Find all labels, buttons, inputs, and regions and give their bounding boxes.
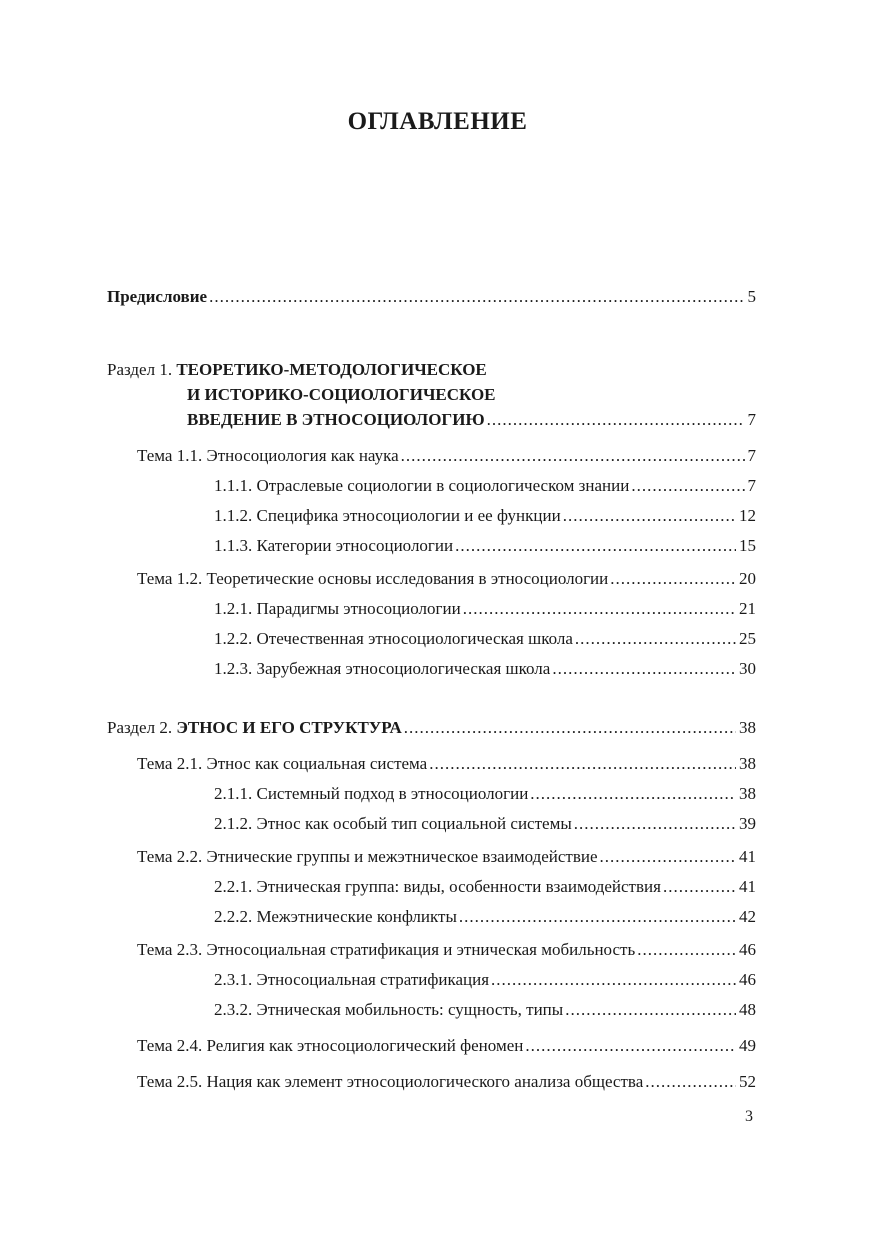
- toc-entry-page: 5: [747, 287, 756, 306]
- toc-entry-label: 1.1.1. Отраслевые социологии в социологическом знании: [214, 476, 630, 495]
- toc-entry-page: 38: [739, 754, 756, 773]
- toc-item-1-2-2[interactable]: [214, 628, 756, 650]
- dot-leader: [631, 475, 744, 497]
- dot-leader: [563, 505, 736, 527]
- page-title: ОГЛАВЛЕНИЕ: [347, 108, 528, 135]
- toc-entry-label: 1.2.1. Парадигмы этносоциологии: [214, 599, 461, 618]
- toc-entry-page: 30: [739, 659, 756, 678]
- toc-item-1-1-2[interactable]: [214, 505, 756, 527]
- toc-topic-1-2[interactable]: [137, 568, 756, 590]
- toc-entry-page: 38: [739, 784, 756, 803]
- toc-entry-page: 46: [739, 940, 756, 959]
- toc-entry-preface[interactable]: [107, 286, 756, 308]
- dot-leader: [637, 939, 736, 961]
- section-prefix-text: Раздел 2.: [107, 718, 173, 737]
- dot-leader: [209, 286, 744, 308]
- toc-entry-label: Предисловие: [107, 287, 208, 306]
- dot-leader: [574, 813, 736, 835]
- toc-topic-2-1[interactable]: [137, 753, 756, 775]
- toc-entry-label: 2.1.1. Системный подход в этносоциологии: [214, 784, 529, 803]
- dot-leader: [530, 783, 736, 805]
- dot-leader: [610, 568, 736, 590]
- dot-leader: [401, 445, 745, 467]
- toc-item-1-1-3[interactable]: [214, 535, 756, 557]
- dot-leader: [663, 876, 736, 898]
- toc-entry-label: 2.1.2. Этнос как особый тип социальной системы: [214, 814, 572, 833]
- dot-leader: [552, 658, 736, 680]
- dot-leader: [455, 535, 736, 557]
- toc-entry-page: 21: [739, 599, 756, 618]
- dot-leader: [565, 999, 736, 1021]
- section-1-title-last-line[interactable]: [187, 409, 756, 431]
- toc-entry-label: 1.1.2. Специфика этносоциологии и ее функции: [214, 506, 561, 525]
- toc-item-2-2-2[interactable]: [214, 906, 756, 928]
- toc-item-2-3-1[interactable]: [214, 969, 756, 991]
- toc-entry-label: Тема 2.1. Этнос как социальная система: [137, 754, 428, 773]
- toc-entry-page: 52: [739, 1072, 756, 1091]
- toc-entry-label: 1.1.3. Категории этносоциологии: [214, 536, 454, 555]
- toc-entry-label: 1.2.2. Отечественная этносоциологическая школа: [214, 629, 573, 648]
- toc-entry-label: 2.2.2. Межэтнические конфликты: [214, 907, 457, 926]
- toc-topic-2-3[interactable]: [137, 939, 756, 961]
- page-number: 3: [745, 1108, 753, 1125]
- toc-topic-1-1[interactable]: [137, 445, 756, 467]
- toc-entry-page: 20: [739, 569, 756, 588]
- toc-entry-label: 1.2.3. Зарубежная этносоциологическая школа: [214, 659, 551, 678]
- section-title-line-3: ВВЕДЕНИЕ В ЭТНОСОЦИОЛОГИЮ: [187, 410, 485, 429]
- toc-entry-page: 7: [747, 446, 756, 465]
- toc-entry-page: 48: [739, 1000, 756, 1019]
- toc-item-1-2-3[interactable]: [214, 658, 756, 680]
- toc-entry-label: 2.2.1. Этническая группа: виды, особенности взаимодействия: [214, 877, 661, 896]
- toc-item-2-1-1[interactable]: [214, 783, 756, 805]
- toc-entry-page: 7: [747, 410, 756, 429]
- dot-leader: [525, 1035, 736, 1057]
- toc-entry-page: 49: [739, 1036, 756, 1055]
- toc-topic-2-5[interactable]: [137, 1071, 756, 1093]
- toc-entry-label: 2.3.2. Этническая мобильность: сущность, типы: [214, 1000, 564, 1019]
- toc-topic-2-2[interactable]: [137, 846, 756, 868]
- toc-item-1-2-1[interactable]: [214, 598, 756, 620]
- toc-entry-page: 12: [739, 506, 756, 525]
- dot-leader: [429, 753, 736, 775]
- toc-entry-page: 41: [739, 847, 756, 866]
- toc-entry-label: Тема 2.2. Этнические группы и межэтническое взаимодействие: [137, 847, 598, 866]
- dot-leader: [487, 409, 745, 431]
- toc-item-2-2-1[interactable]: [214, 876, 756, 898]
- dot-leader: [491, 969, 736, 991]
- dot-leader: [459, 906, 736, 928]
- toc-entry-label: Тема 2.4. Религия как этносоциологический феномен: [137, 1036, 524, 1055]
- section-1-heading[interactable]: [107, 359, 487, 381]
- dot-leader: [404, 717, 736, 739]
- section-title-line-2: И ИСТОРИКО-СОЦИОЛОГИЧЕСКОЕ: [187, 385, 496, 404]
- toc-entry-label: Тема 2.3. Этносоциальная стратификация и этническая мобильность: [137, 940, 636, 959]
- toc-item-1-1-1[interactable]: [214, 475, 756, 497]
- toc-entry-page: 42: [739, 907, 756, 926]
- dot-leader: [463, 598, 736, 620]
- toc-entry-page: 39: [739, 814, 756, 833]
- toc-entry-page: 7: [747, 476, 756, 495]
- toc-entry-label: Тема 2.5. Нация как элемент этносоциологического анализа общества: [137, 1072, 644, 1091]
- section-prefix: [107, 717, 404, 739]
- dot-leader: [645, 1071, 736, 1093]
- toc-entry-page: 25: [739, 629, 756, 648]
- toc-entry-page: 38: [739, 718, 756, 737]
- toc-entry-page: 15: [739, 536, 756, 555]
- toc-topic-2-4[interactable]: [137, 1035, 756, 1057]
- dot-leader: [600, 846, 736, 868]
- toc-entry-page: 46: [739, 970, 756, 989]
- toc-item-2-3-2[interactable]: [214, 999, 756, 1021]
- section-2-heading[interactable]: [107, 717, 756, 739]
- toc-entry-label: Тема 1.2. Теоретические основы исследования в этносоциологии: [137, 569, 609, 588]
- dot-leader: [575, 628, 736, 650]
- toc-entry-label: 2.3.1. Этносоциальная стратификация: [214, 970, 490, 989]
- toc-item-2-1-2[interactable]: [214, 813, 756, 835]
- section-title-line-1: ТЕОРЕТИКО-МЕТОДОЛОГИЧЕСКОЕ: [176, 360, 487, 379]
- section-title: ЭТНОС И ЕГО СТРУКТУРА: [176, 718, 402, 737]
- toc-entry-page: 41: [739, 877, 756, 896]
- section-prefix: Раздел 1.: [107, 360, 173, 379]
- toc-entry-label: Тема 1.1. Этносоциология как наука: [137, 446, 399, 465]
